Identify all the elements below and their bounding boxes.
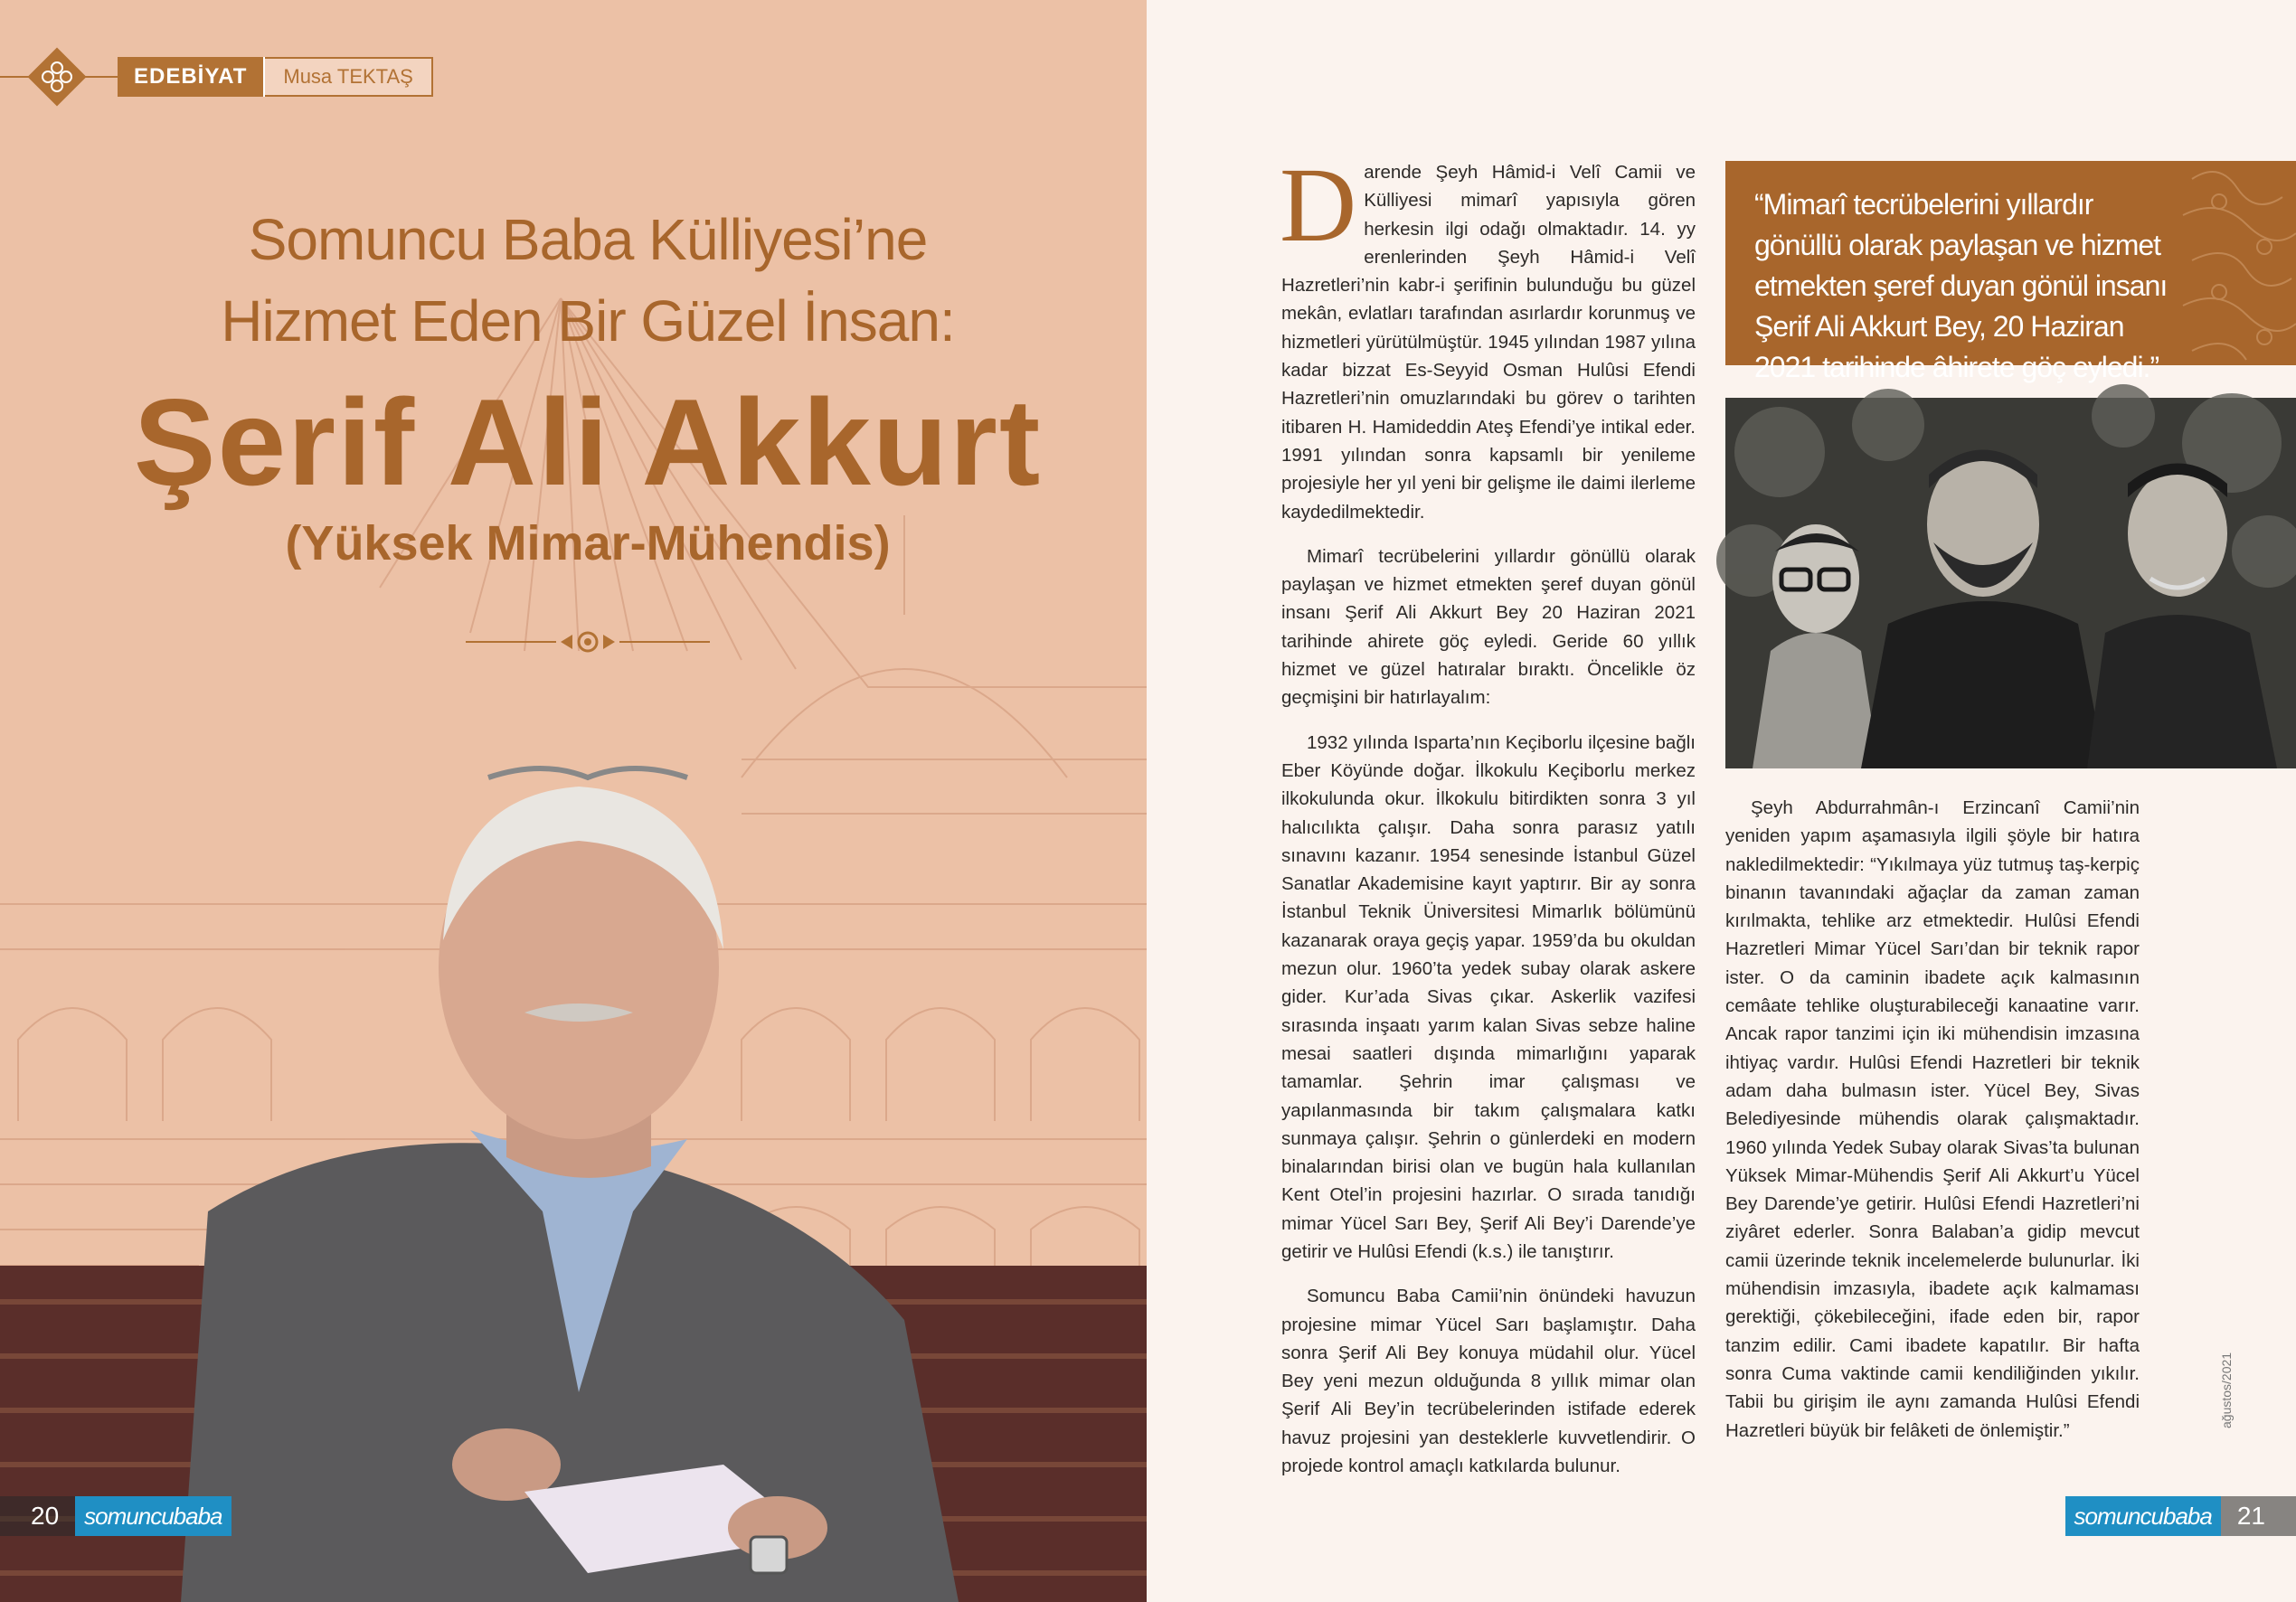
paragraph-2: Mimarî tecrübelerini yıllardır gönüllü olarak paylaşan ve hizmet etmekten şeref duyan gönül insanı Şerif Ali Akkurt Bey 20 Haziran 2021 tarihinde ahirete göç eyledi. Geride 60 yıllık hizmet ve güzel hatıralar bıraktı. Öncelikle öz geçmişini bir hatırlayalım: (1281, 545, 1696, 709)
pull-quote-text: “Mimarî tecrübelerini yıllardır gönüllü olarak paylaşan ve hizmet etmekten şeref duyan gönül insanı Şerif Ali Akkurt Bey, 20 Haziran 2021 tarihinde âhirete göç eyledi.” (1754, 188, 2168, 383)
paragraph-1 (1280, 146, 1696, 526)
author-name: Musa TEKTAŞ (265, 57, 432, 97)
page-number-left (0, 1496, 231, 1536)
paragraph-3: 1932 yılında Isparta’nın Keçiborlu ilçesine bağlı Eber Köyünde doğar. İlkokulu Keçiborlu merkez ilkokulunda okur. İlkokulu bitirdikten sonra 3 yıl halıcılıkta çalışır. Daha sonra parasız yatılı sınavını kazanır. 1954 senesinde İstanbul Güzel Sanatlar Akademisine kayıt yaptırır. Bir ay sonra İstanbul Teknik Üniversitesi Mimarlık bölümünü kazanarak oraya geçiş yapar. 1959’da bu okuldan mezun olur. 1960’ta yedek subay olarak askere gider. Kur’ada Sivas çıkar. Askerlik vazifesi sırasında inşaatı yarım kalan Sivas sebze haline mesai saatleri dışında mimarlığını yaparak tamamlar. Şehrin imar çalışması ve yapılanmasında bir takım çalışmalara katkı sunmaya çalışır. Şehrin o günlerdeki en modern binalarından birisi olan ve bugün hala kullanılan Kent Otel’in projesini hazırlar. O sırada tanıdığı mimar Yücel Sarı Bey, Şerif Ali Bey’i Darende’ye getirir ve Hulûsi Efendi (k.s.) ile tanıştırır. (1281, 731, 1696, 1262)
section-label: EDEBİYAT (118, 57, 265, 97)
magazine-brand: somuncubaba (75, 1496, 231, 1536)
body-column-2 (1725, 794, 2140, 1461)
left-page (0, 0, 1147, 1602)
diamond-ornament-icon (0, 52, 118, 101)
portrait-photo (0, 741, 1147, 1602)
page-number-right (2065, 1496, 2296, 1536)
title-divider-ornament-icon (466, 624, 710, 660)
title-block (127, 199, 1049, 575)
section-tag (0, 52, 433, 101)
page-number-right-value: 21 (2221, 1496, 2296, 1536)
paragraph-4: Somuncu Baba Camii’nin önündeki havuzun projesine mimar Yücel Sarı başlamıştır. Daha sonra Şerif Ali Bey konuya müdahil olur. Yücel Bey yeni mezun olduğunda 8 yıllık mimar olan Şerif Ali Bey’in tecrübelerinden istifade ederek havuz projesini yan desteklerle kuvvetlendirir. O projede kontrol amaçlı katkılarda bulunur. (1281, 1286, 1696, 1477)
title-line-2: Hizmet Eden Bir Güzel İnsan: (221, 288, 955, 353)
arabesque-pattern-icon (2183, 161, 2296, 365)
body-column-1 (1280, 146, 1696, 1496)
historical-group-photo (1725, 398, 2296, 768)
pull-quote-box (1725, 161, 2296, 383)
page-number: 20 (0, 1496, 75, 1536)
paragraph-1-text: arende Şeyh Hâmid-i Velî Camii ve Külliyesi mimarî yapısıyla gören herkesin ilgi odağı olmaktadır. 14. yy erenlerinden Şeyh Hâmid-i Velî Hazretleri’nin kabr-i şerifinin bulunduğu bu güzel mekân, evlatları tarafından asırlardır korunmuş ve hizmetleri yürütülmüştür. 1945 yılından 1987 yılına kadar bizzat Es-Seyyid Osman Hulûsi Efendi Hazretleri’nin omuzlarındaki bu görev o tarihten itibaren H. Hamideddin Ateş Efendi’ye intikal eder. 1991 yılından sonra kapsamlı bir yenileme projesiyle her yıl yeni bir gelişme ile daimi ilerleme kaydedilmektedir. (1281, 162, 1696, 523)
dropcap: D (1280, 146, 1357, 264)
person-name: Şerif Ali Akkurt (133, 373, 1043, 511)
magazine-brand-right: somuncubaba (2065, 1496, 2221, 1536)
issue-date: ağustos/2021 (2219, 1352, 2234, 1428)
paragraph-5: Şeyh Abdurrahmân-ı Erzincanî Camii’nin yeniden yapım aşamasıyla ilgili şöyle bir hatıra nakledilmektedir: “Yıkılmaya yüz tutmuş taş-kerpiç binanın tavanındaki ağaçlar da zaman zaman kırılmakta, tehlike arz etmektedir. Hulûsi Efendi Hazretleri Mimar Yücel Sarı’dan bir teknik rapor ister. O da caminin ibadete açık kalmasının cemâate tehlike oluşturabileceği kanaatine varır. Ancak rapor tanzimi için iki mühendisin imzasına ihtiyaç vardır. Hulûsi Efendi Hazretleri bir teknik adam daha bulmasın ister. Yücel Bey, Sivas Belediyesinde mühendis olarak çalışmaktadır. 1960 yılında Yedek Subay olarak Sivas’ta bulunan Yüksek Mimar-Mühendis Şerif Ali Akkurt’u Yücel Bey Darende’ye getirir. Hulûsi Efendi Hazretleri’ni ziyâret ederler. Sonra Balaban’a gidip mevcut camii üzerinde teknik incelemelerde bulunurlar. İki mühendisin imzasıyla, ibadete açık kalmaması gerektiği, çökebileceğini, ifade eden bir, rapor tanzim edilir. Cami ibadete kapatılır. Bir hafta sonra Cuma vaktinde camii kendiliğinden yıkılır. Tabii bu girişim ile aynı zamanda Hulûsi Efendi Hazretleri büyük bir felâketi de önlemiştir.” (1725, 797, 2140, 1441)
right-page (1147, 0, 2296, 1602)
person-profession: (Yüksek Mimar-Mühendis) (285, 516, 891, 570)
title-line-1: Somuncu Baba Külliyesi’ne (248, 207, 928, 272)
